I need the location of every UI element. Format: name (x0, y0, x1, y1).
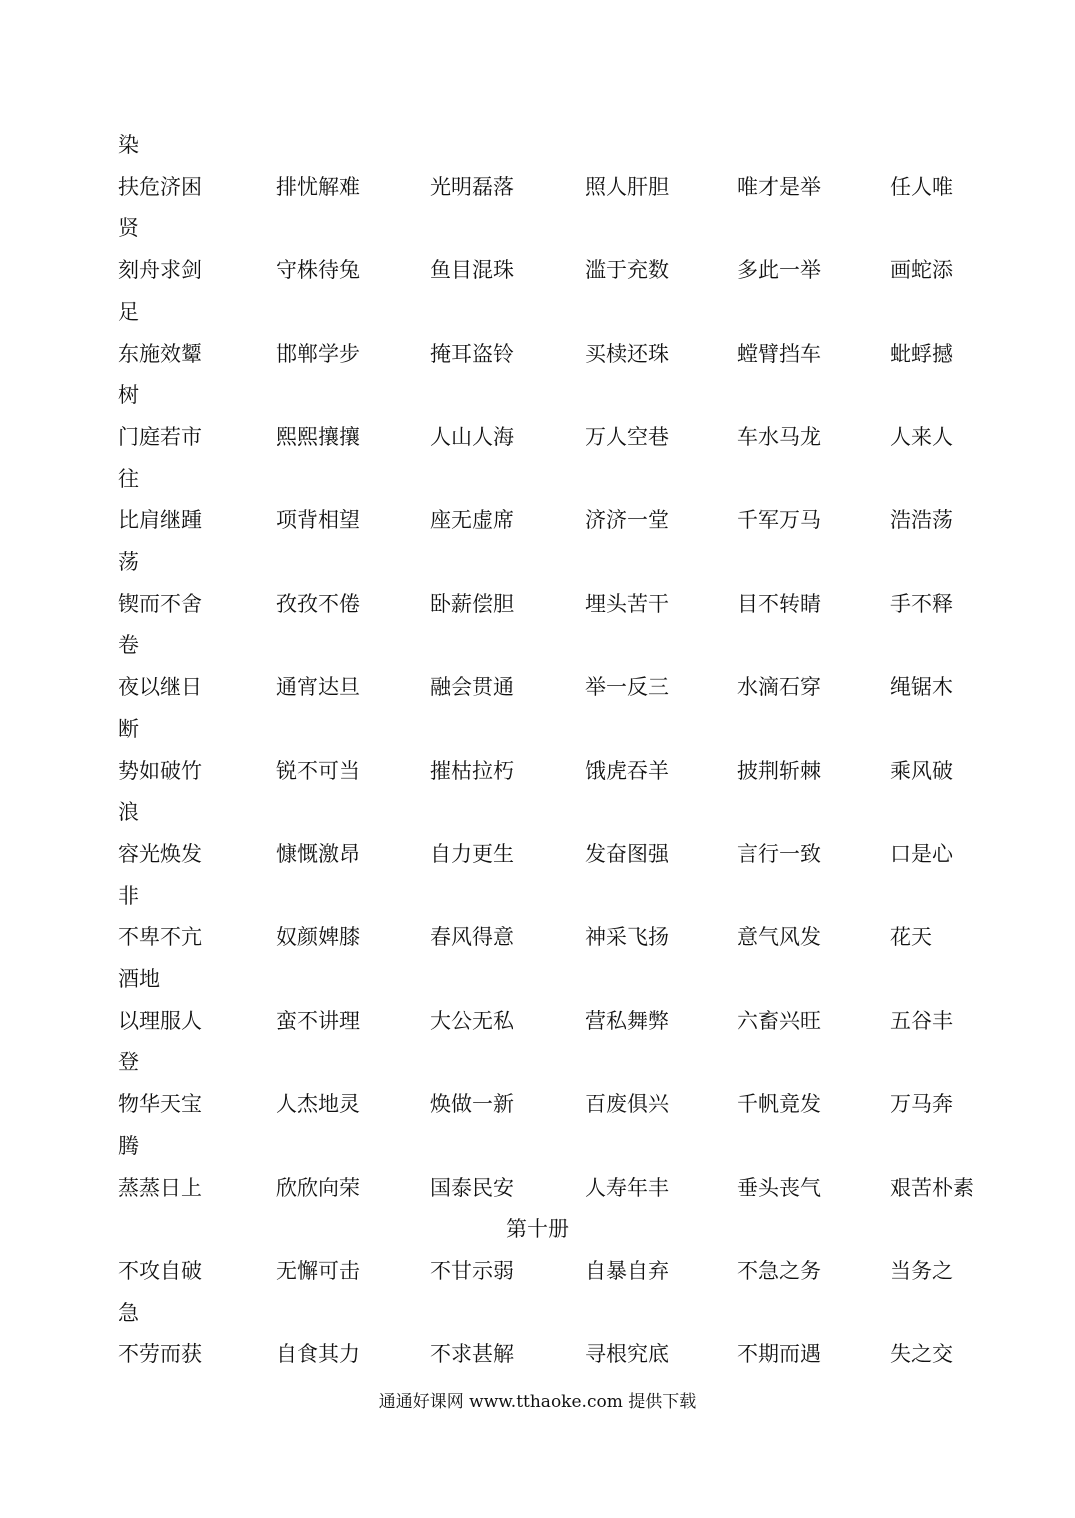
idiom-text: 滥于充数 (585, 258, 669, 282)
idiom-text: 人寿年丰 (585, 1176, 669, 1200)
idiom-text: 画蛇添 (890, 258, 953, 282)
idiom-text: 举一反三 (585, 675, 669, 699)
idiom-text: 埋头苦干 (585, 592, 669, 616)
wrapped-line (0, 1298, 1075, 1328)
idiom-text: 螳臂挡车 (737, 342, 821, 366)
idiom-text: 自力更生 (430, 842, 514, 866)
idiom-text: 往 (118, 467, 139, 491)
idiom-text: 唯才是举 (737, 175, 821, 199)
idiom-text: 目不转睛 (737, 592, 821, 616)
idiom-text: 失之交 (890, 1342, 953, 1366)
idiom-row (0, 1339, 1075, 1369)
idiom-row (0, 1256, 1075, 1286)
idiom-text: 乘风破 (890, 759, 953, 783)
idiom-row (0, 505, 1075, 535)
idiom-text: 买椟还珠 (585, 342, 669, 366)
idiom-text: 不期而遇 (737, 1342, 821, 1366)
idiom-text: 不急之务 (737, 1259, 821, 1283)
idiom-row (0, 672, 1075, 702)
idiom-row (0, 589, 1075, 619)
idiom-text: 不卑不亢 (118, 925, 202, 949)
wrapped-line (0, 1131, 1075, 1161)
idiom-text: 门庭若市 (118, 425, 202, 449)
wrapped-line (0, 630, 1075, 660)
idiom-text: 锲而不舍 (118, 592, 202, 616)
idiom-row (0, 255, 1075, 285)
idiom-row (0, 339, 1075, 369)
idiom-text: 艰苦朴素 (890, 1176, 974, 1200)
idiom-text: 不求甚解 (430, 1342, 514, 1366)
idiom-text: 千军万马 (737, 508, 821, 532)
idiom-text: 不劳而获 (118, 1342, 202, 1366)
idiom-text: 慷慨激昂 (276, 842, 360, 866)
idiom-text: 自暴自弃 (585, 1259, 669, 1283)
idiom-text: 染 (118, 133, 139, 157)
idiom-text: 项背相望 (276, 508, 360, 532)
idiom-text: 神采飞扬 (585, 925, 669, 949)
idiom-text: 不甘示弱 (430, 1259, 514, 1283)
idiom-text: 无懈可击 (276, 1259, 360, 1283)
idiom-text: 绳锯木 (890, 675, 953, 699)
wrapped-line (0, 964, 1075, 994)
idiom-text: 守株待兔 (276, 258, 360, 282)
idiom-text: 焕做一新 (430, 1092, 514, 1116)
idiom-text: 座无虚席 (430, 508, 514, 532)
idiom-text: 夜以继日 (118, 675, 202, 699)
wrapped-line (0, 297, 1075, 327)
idiom-text: 多此一举 (737, 258, 821, 282)
idiom-text: 光明磊落 (430, 175, 514, 199)
idiom-text: 当务之 (890, 1259, 953, 1283)
idiom-text: 人杰地灵 (276, 1092, 360, 1116)
idiom-text: 熙熙攘攘 (276, 425, 360, 449)
idiom-text: 披荆斩棘 (737, 759, 821, 783)
idiom-text: 浪 (118, 800, 139, 824)
idiom-text: 卧薪偿胆 (430, 592, 514, 616)
idiom-text: 通宵达旦 (276, 675, 360, 699)
wrapped-line (0, 380, 1075, 410)
idiom-text: 饿虎吞羊 (585, 759, 669, 783)
idiom-text: 六畜兴旺 (737, 1009, 821, 1033)
idiom-text: 酒地 (118, 967, 160, 991)
idiom-text: 足 (118, 300, 139, 324)
idiom-text: 摧枯拉朽 (430, 759, 514, 783)
idiom-text: 非 (118, 884, 139, 908)
idiom-text: 鱼目混珠 (430, 258, 514, 282)
idiom-text: 人山人海 (430, 425, 514, 449)
idiom-text: 扶危济困 (118, 175, 202, 199)
idiom-text: 刻舟求剑 (118, 258, 202, 282)
idiom-row (0, 1089, 1075, 1119)
idiom-text: 登 (118, 1050, 139, 1074)
wrapped-line (0, 1047, 1075, 1077)
wrapped-line (0, 881, 1075, 911)
idiom-text: 口是心 (890, 842, 953, 866)
idiom-text: 意气风发 (737, 925, 821, 949)
idiom-text: 断 (118, 717, 139, 741)
idiom-row (0, 756, 1075, 786)
idiom-text: 蒸蒸日上 (118, 1176, 202, 1200)
idiom-text: 言行一致 (737, 842, 821, 866)
idiom-text: 邯郸学步 (276, 342, 360, 366)
idiom-text: 树 (118, 383, 139, 407)
section-heading: 第十册 (506, 1217, 569, 1241)
idiom-row (0, 922, 1075, 952)
idiom-text: 水滴石穿 (737, 675, 821, 699)
idiom-text: 手不释 (890, 592, 953, 616)
idiom-text: 国泰民安 (430, 1176, 514, 1200)
idiom-text: 自食其力 (276, 1342, 360, 1366)
idiom-row (0, 1173, 1075, 1203)
wrapped-line (0, 213, 1075, 243)
idiom-text: 容光焕发 (118, 842, 202, 866)
idiom-text: 济济一堂 (585, 508, 669, 532)
idiom-text: 排忧解难 (276, 175, 360, 199)
idiom-text: 比肩继踵 (118, 508, 202, 532)
idiom-text: 车水马龙 (737, 425, 821, 449)
idiom-text: 万人空巷 (585, 425, 669, 449)
idiom-row (0, 172, 1075, 202)
idiom-text: 垂头丧气 (737, 1176, 821, 1200)
idiom-text: 势如破竹 (118, 759, 202, 783)
idiom-text: 发奋图强 (585, 842, 669, 866)
idiom-row (0, 422, 1075, 452)
idiom-text: 任人唯 (890, 175, 953, 199)
idiom-text: 百废俱兴 (585, 1092, 669, 1116)
page-footer: 通通好课网 www.tthaoke.com 提供下载 (378, 1392, 697, 1412)
idiom-text: 腾 (118, 1134, 139, 1158)
idiom-text: 大公无私 (430, 1009, 514, 1033)
idiom-text: 营私舞弊 (585, 1009, 669, 1033)
idiom-text: 五谷丰 (890, 1009, 953, 1033)
idiom-text: 以理服人 (118, 1009, 202, 1033)
idiom-text: 寻根究底 (585, 1342, 669, 1366)
idiom-text: 掩耳盗铃 (430, 342, 514, 366)
idiom-text: 急 (118, 1301, 139, 1325)
idiom-text: 卷 (118, 633, 139, 657)
idiom-text: 春风得意 (430, 925, 514, 949)
idiom-text: 不攻自破 (118, 1259, 202, 1283)
idiom-text: 锐不可当 (276, 759, 360, 783)
idiom-text: 浩浩荡 (890, 508, 953, 532)
idiom-text: 物华天宝 (118, 1092, 202, 1116)
idiom-text: 奴颜婢膝 (276, 925, 360, 949)
idiom-text: 人来人 (890, 425, 953, 449)
idiom-text: 欣欣向荣 (276, 1176, 360, 1200)
idiom-text: 蚍蜉撼 (890, 342, 953, 366)
idiom-text: 万马奔 (890, 1092, 953, 1116)
wrapped-line (0, 464, 1075, 494)
wrapped-line (0, 547, 1075, 577)
wrapped-line (0, 714, 1075, 744)
idiom-row (0, 839, 1075, 869)
idiom-text: 孜孜不倦 (276, 592, 360, 616)
wrapped-line (0, 797, 1075, 827)
idiom-text: 花天 (890, 925, 932, 949)
idiom-text: 贤 (118, 216, 139, 240)
idiom-text: 荡 (118, 550, 139, 574)
idiom-text: 蛮不讲理 (276, 1009, 360, 1033)
idiom-row (0, 1006, 1075, 1036)
wrapped-line (0, 130, 1075, 160)
idiom-text: 照人肝胆 (585, 175, 669, 199)
idiom-text: 东施效颦 (118, 342, 202, 366)
idiom-text: 千帆竟发 (737, 1092, 821, 1116)
idiom-text: 融会贯通 (430, 675, 514, 699)
